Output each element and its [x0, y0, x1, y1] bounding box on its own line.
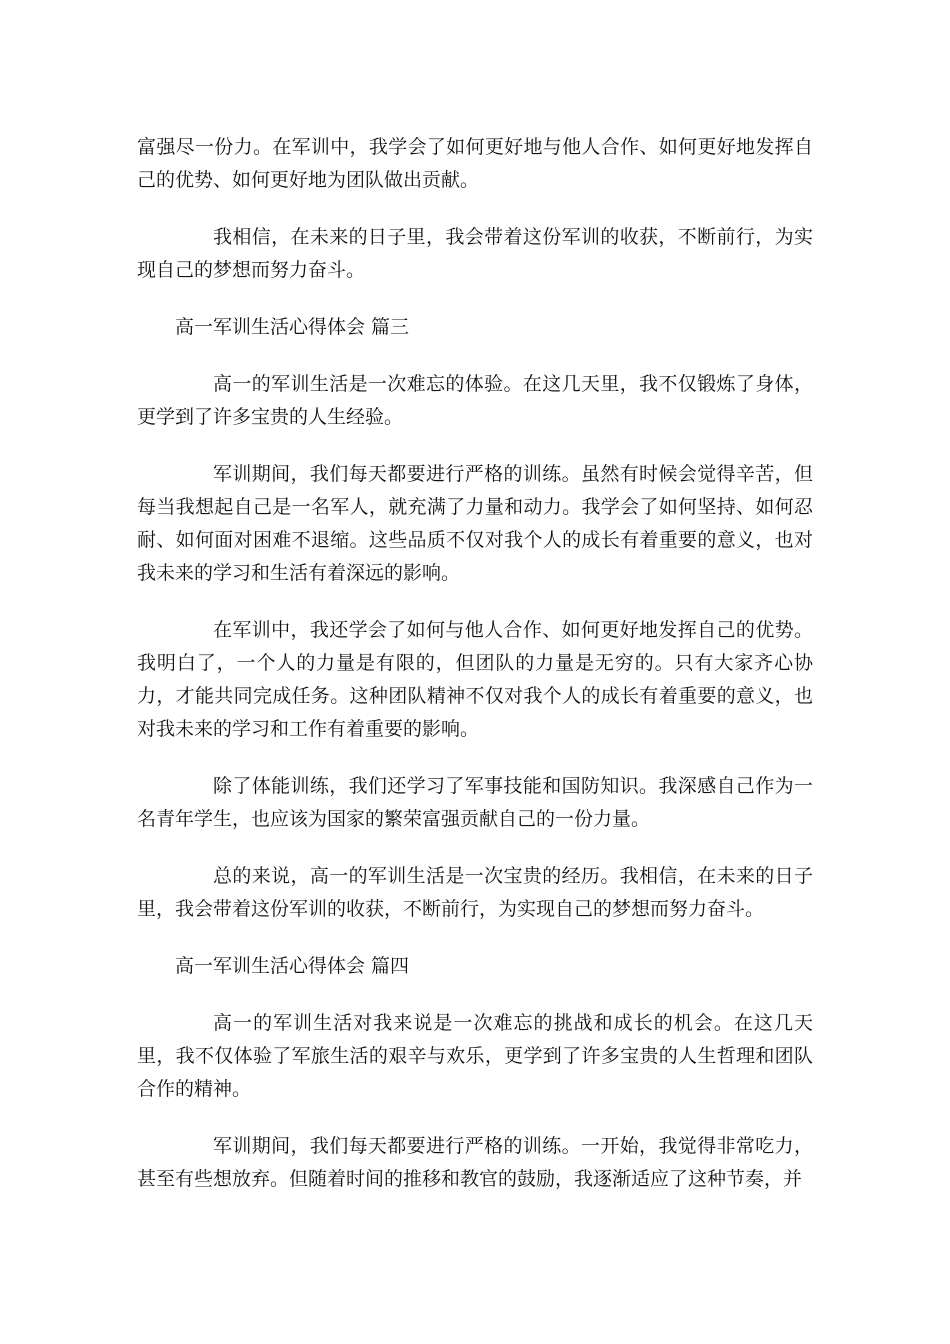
section-heading: 高一军训生活心得体会 篇四: [175, 955, 410, 977]
section-heading: 高一军训生活心得体会 篇三: [175, 316, 410, 338]
paragraph: 军训期间，我们每天都要进行严格的训练。一开始，我觉得非常吃力，甚至有些想放弃。但随着时间的推移和教官的鼓励，我逐渐适应了这种节奏，并: [137, 1135, 813, 1190]
paragraph: 富强尽一份力。在军训中，我学会了如何更好地与他人合作、如何更好地发挥自己的优势、如何更好地为团队做出贡献。: [137, 136, 813, 191]
document-body: [137, 131, 813, 1220]
paragraph: 高一的军训生活是一次难忘的体验。在这几天里，我不仅锻炼了身体，更学到了许多宝贵的人生经验。: [137, 373, 813, 428]
paragraph: 我相信，在未来的日子里，我会带着这份军训的收获，不断前行，为实现自己的梦想而努力奋斗。: [137, 226, 813, 281]
paragraph: 除了体能训练，我们还学习了军事技能和国防知识。我深感自己作为一名青年学生，也应该为国家的繁荣富强贡献自己的一份力量。: [137, 775, 813, 830]
paragraph: 军训期间，我们每天都要进行严格的训练。虽然有时候会觉得辛苦，但每当我想起自己是一名军人，就充满了力量和动力。我学会了如何坚持、如何忍耐、如何面对困难不退缩。这些品质不仅对我个人的成长有着重要的意义，也对我未来的学习和生活有着深远的影响。: [137, 463, 813, 584]
paragraph: 在军训中，我还学会了如何与他人合作、如何更好地发挥自己的优势。我明白了，一个人的力量是有限的，但团队的力量是无穷的。只有大家齐心协力，才能共同完成任务。这种团队精神不仅对我个人的成长有着重要的意义，也对我未来的学习和工作有着重要的影响。: [137, 619, 813, 740]
paragraph: 总的来说，高一的军训生活是一次宝贵的经历。我相信，在未来的日子里，我会带着这份军训的收获，不断前行，为实现自己的梦想而努力奋斗。: [137, 865, 813, 920]
paragraph: 高一的军训生活对我来说是一次难忘的挑战和成长的机会。在这几天里，我不仅体验了军旅生活的艰辛与欢乐，更学到了许多宝贵的人生哲理和团队合作的精神。: [137, 1012, 813, 1100]
